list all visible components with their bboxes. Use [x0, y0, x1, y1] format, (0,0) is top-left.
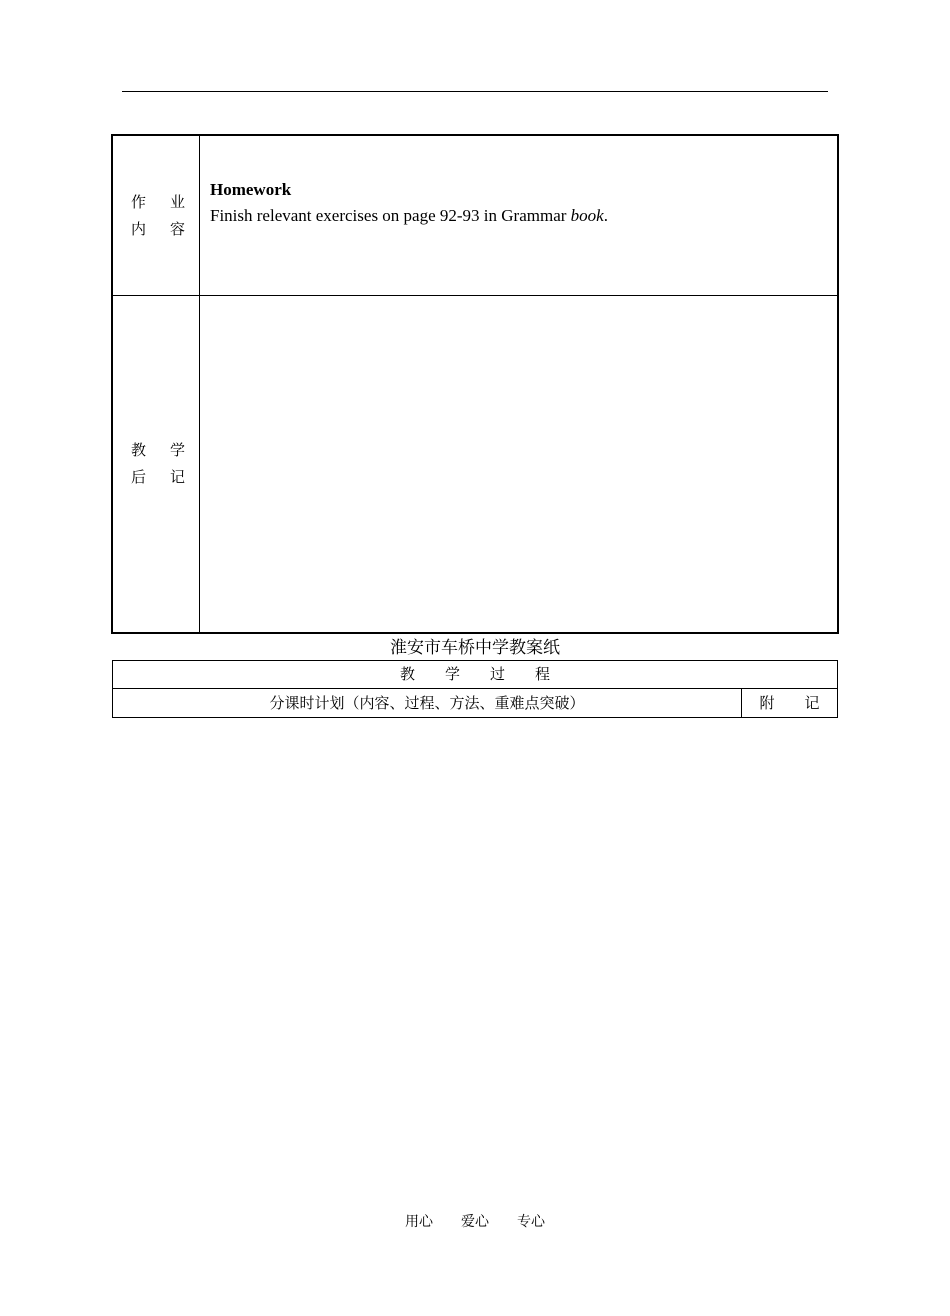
label-char: 内 — [131, 220, 147, 238]
reflection-row — [113, 296, 837, 632]
label-char: 业 — [169, 193, 185, 211]
process-header: 教 学 过 程 — [113, 661, 837, 689]
homework-row — [113, 136, 837, 296]
label-char: 后 — [131, 468, 147, 486]
reflection-label-cell — [113, 296, 200, 632]
page-footer: 用心 爱心 专心 — [405, 1214, 545, 1230]
label-char: 作 — [131, 193, 147, 211]
label-char: 学 — [169, 441, 185, 459]
homework-text-end: . — [603, 206, 608, 225]
label-char: 教 — [131, 441, 147, 459]
homework-label-cell — [113, 136, 200, 295]
homework-content-cell — [200, 136, 837, 295]
reflection-label — [131, 437, 185, 491]
homework-text-main: Finish relevant exercises on page 92-93 in Grammar — [210, 206, 571, 225]
homework-title: Homework — [210, 180, 292, 199]
lesson-table — [111, 134, 839, 634]
plan-header: 分课时计划（内容、过程、方法、重难点突破） — [113, 689, 742, 717]
homework-text — [210, 204, 608, 228]
note-header: 附 记 — [759, 694, 820, 712]
label-char: 容 — [169, 220, 185, 238]
homework-text-italic: book — [570, 206, 604, 225]
reflection-content-cell[interactable] — [200, 296, 837, 632]
process-subheader-row — [113, 689, 837, 717]
header-rule — [122, 91, 828, 92]
homework-label — [131, 189, 185, 243]
school-title: 淮安市车桥中学教案纸 — [390, 638, 560, 658]
process-table — [112, 660, 838, 718]
label-char: 记 — [169, 468, 185, 486]
